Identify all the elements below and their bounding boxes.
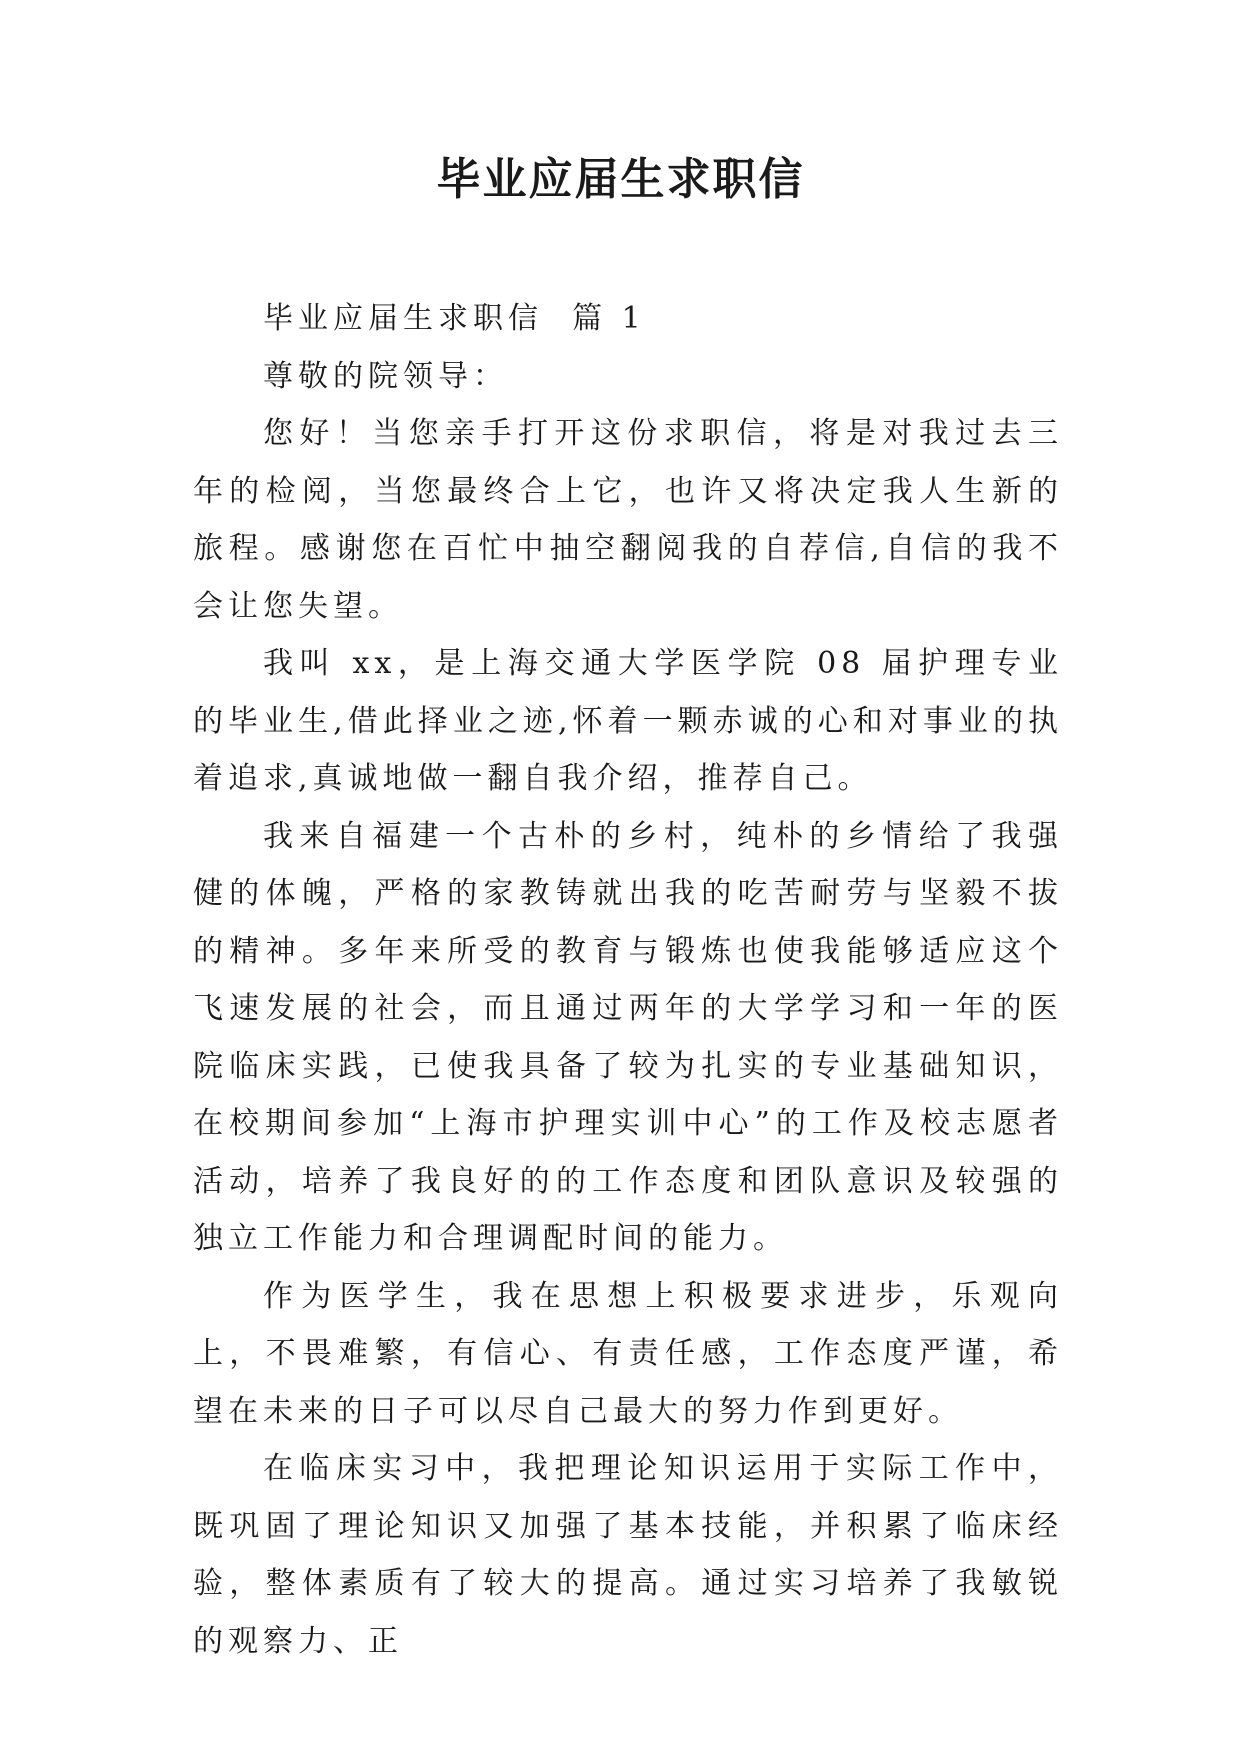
salutation: 尊敬的院领导：: [263, 358, 508, 394]
section-heading: 毕业应届生求职信 篇 1: [263, 301, 646, 336]
document-title: 毕业应届生求职信: [436, 154, 805, 205]
document-body: [193, 290, 1063, 1670]
paragraph-attitude: 作为医学生，我在思想上积极要求进步，乐观向上，不畏难繁，有信心、有责任感，工作态度严谨，希望在未来的日子可以尽自己最大的努力作到更好。: [193, 1278, 1063, 1429]
paragraph-background: 我来自福建一个古朴的乡村，纯朴的乡情给了我强健的体魄，严格的家教铸就出我的吃苦耐劳与坚毅不拔的精神。多年来所受的教育与锻炼也使我能够适应这个飞速发展的社会，而且通过两年的大学学习和一年的医院临床实践，已使我具备了较为扎实的专业基础知识，在校期间参加“上海市护理实训中心”的工作及校志愿者活动，培养了我良好的的工作态度和团队意识及较强的独立工作能力和合理调配时间的能力。: [193, 818, 1063, 1256]
paragraph-internship: 在临床实习中，我把理论知识运用于实际工作中，既巩固了理论知识又加强了基本技能，并积累了临床经验，整体素质有了较大的提高。通过实习培养了我敏锐的观察力、正: [193, 1451, 1063, 1659]
paragraph-greeting: 您好！当您亲手打开这份求职信，将是对我过去三年的检阅，当您最终合上它，也许又将决定我人生新的旅程。感谢您在百忙中抽空翻阅我的自荐信,自信的我不会让您失望。: [193, 416, 1063, 624]
paragraph-introduction: 我叫 xx，是上海交通大学医学院 08 届护理专业的毕业生,借此择业之迹,怀着一颗赤诚的心和对事业的执着追求,真诚地做一翻自我介绍，推荐自己。: [193, 646, 1063, 796]
